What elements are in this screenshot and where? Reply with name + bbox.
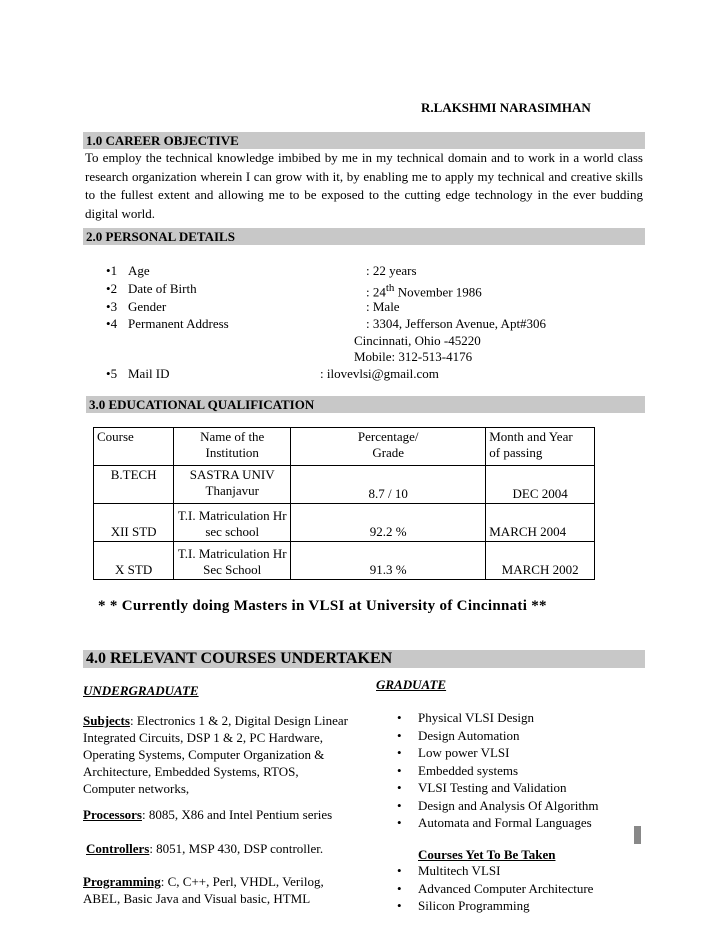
cell-percentage: 8.7 / 10: [291, 466, 486, 504]
cell-course: XII STD: [94, 504, 174, 542]
header-percentage: Percentage/ Grade: [291, 428, 486, 466]
personal-label-dob: Date of Birth: [128, 281, 197, 296]
personal-item: • 4: [106, 315, 117, 332]
list-item: • Silicon Programming: [395, 897, 655, 915]
personal-value-address: : 3304, Jefferson Avenue, Apt#306: [366, 316, 547, 331]
personal-value-address-line2: Cincinnati, Ohio -45220: [354, 333, 481, 348]
undergraduate-subjects: Subjects: Electronics 1 & 2, Digital Design Linear Integrated Circuits, DSP 1 & 2, PC Hardware, Operating Systems, Computer Organization & Architecture, Embedded Systems, RTOS, Computer networks,: [83, 713, 349, 796]
masters-note: * * Currently doing Masters in VLSI at University of Cincinnati **: [98, 598, 547, 614]
personal-value-mobile: Mobile: 312-513-4176: [354, 349, 473, 364]
list-item: • Advanced Computer Architecture: [395, 880, 655, 898]
personal-value-age: : 22 years: [366, 263, 417, 278]
personal-value-gender: : Male: [366, 299, 400, 314]
cell-institution: T.I. Matriculation Hr sec school: [174, 504, 291, 542]
personal-label-mail: Mail ID: [128, 366, 170, 381]
future-course-list: [395, 862, 655, 915]
applicant-name: R.LAKSHMI NARASIMHAN: [421, 100, 591, 115]
cell-institution: SASTRA UNIV Thanjavur: [174, 466, 291, 504]
personal-label-age: Age: [128, 263, 150, 278]
personal-label-address: Permanent Address: [128, 316, 229, 331]
personal-item: • 1: [106, 262, 117, 279]
table-row: [94, 466, 595, 504]
cell-month: MARCH 2004: [486, 504, 595, 542]
personal-value-mail: : ilovevlsi@gmail.com: [320, 366, 439, 381]
cell-percentage: 92.2 %: [291, 504, 486, 542]
table-row: [94, 504, 595, 542]
list-item: • Embedded systems: [395, 762, 655, 780]
cell-month: DEC 2004: [486, 466, 595, 504]
personal-item: • 2: [106, 280, 117, 297]
header-institution: Name of the Institution: [174, 428, 291, 466]
cell-course: X STD: [94, 542, 174, 580]
graduate-title: GRADUATE: [376, 677, 447, 692]
undergraduate-title: UNDERGRADUATE: [83, 683, 199, 698]
list-item: • Automata and Formal Languages: [395, 814, 655, 832]
list-item: • Physical VLSI Design: [395, 709, 655, 727]
personal-value-dob: : 24th November 1986: [366, 282, 482, 300]
cell-course: B.TECH: [94, 466, 174, 504]
table-header-row: [94, 428, 595, 466]
list-item: • Design and Analysis Of Algorithm: [395, 797, 655, 815]
personal-item: • 3: [106, 298, 117, 315]
scroll-marker: [634, 826, 641, 844]
header-month: Month and Year of passing: [486, 428, 595, 466]
list-item: • VLSI Testing and Validation: [395, 779, 655, 797]
education-table: [93, 427, 595, 580]
undergraduate-programming: Programming: C, C++, Perl, VHDL, Verilog, ABEL, Basic Java and Visual basic, HTML: [83, 874, 324, 906]
courses-heading: 4.0 RELEVANT COURSES UNDERTAKEN: [83, 650, 645, 668]
personal-details-heading: 2.0 PERSONAL DETAILS: [83, 228, 645, 245]
header-course: Course: [94, 428, 174, 466]
list-item: • Low power VLSI: [395, 744, 655, 762]
cell-month: MARCH 2002: [486, 542, 595, 580]
career-objective-text: To employ the technical knowledge imbibed by me in my technical domain and to work in a world class research organization wherein I can grow with it, by enabling me to apply my technical and creative skills to the fullest extent and allowing me to be exposed to the cutting edge technology in the ever budding digital world.: [85, 150, 643, 221]
career-objective-heading: 1.0 CAREER OBJECTIVE: [83, 132, 645, 149]
undergraduate-processors: Processors: 8085, X86 and Intel Pentium series: [83, 807, 333, 822]
list-item: • Design Automation: [395, 727, 655, 745]
graduate-course-list: [395, 709, 655, 832]
cell-percentage: 91.3 %: [291, 542, 486, 580]
personal-label-gender: Gender: [128, 299, 167, 314]
personal-item: • 5: [106, 365, 117, 382]
list-item: • Multitech VLSI: [395, 862, 655, 880]
undergraduate-controllers: Controllers: 8051, MSP 430, DSP controller.: [86, 841, 324, 856]
table-row: [94, 542, 595, 580]
cell-institution: T.I. Matriculation Hr Sec School: [174, 542, 291, 580]
education-heading: 3.0 EDUCATIONAL QUALIFICATION: [86, 396, 645, 413]
future-courses-title: Courses Yet To Be Taken: [418, 847, 556, 862]
